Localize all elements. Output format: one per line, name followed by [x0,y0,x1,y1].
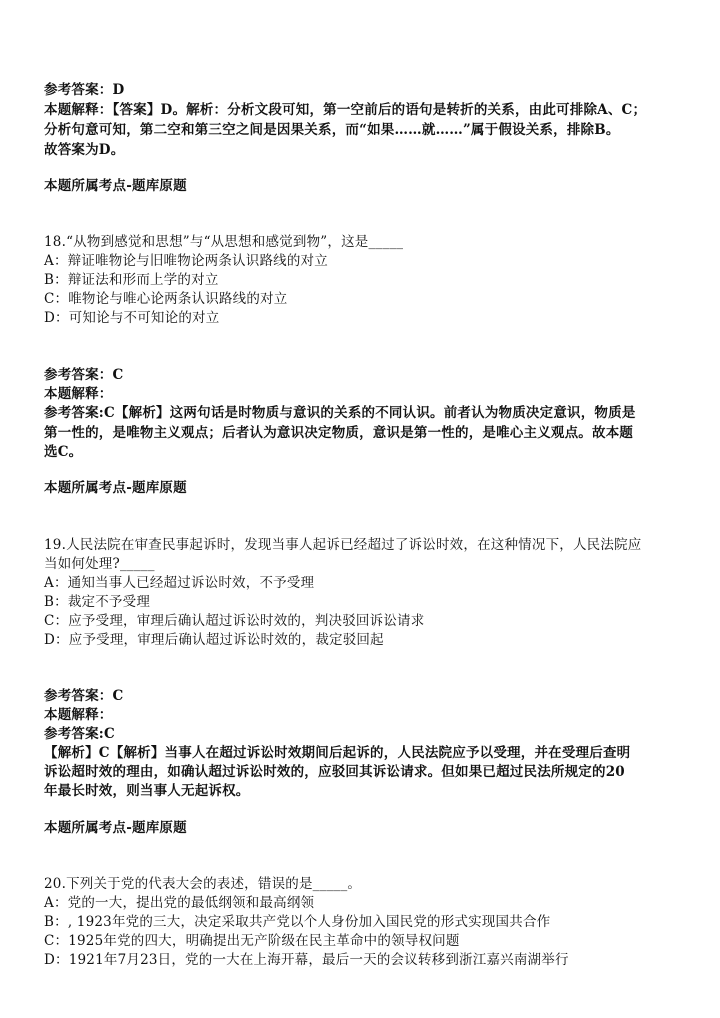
q19-explain-line-2: 诉讼超时效的理由，如确认超过诉讼时效的，应驳回其诉讼请求。但如果已超过民法所规定的20 [44,764,625,780]
q19-answer-ref: 参考答案:C [44,726,115,742]
q18-explain-label: 本题解释： [44,386,113,402]
q20-option-d: D：1921年7月23日，党的一大在上海开幕，最后一天的会议转移到浙江嘉兴南湖举行 [44,952,569,968]
q18-source: 本题所属考点-题库原题 [44,480,187,496]
q20-option-b: B：, 1923年党的三大，决定采取共产党以个人身份加入国民党的形式实现国共合作 [44,914,551,930]
q18-option-a: A：辩证唯物论与旧唯物论两条认识路线的对立 [44,253,328,269]
q17-explain-line-1: 本题解释：【答案】D。解析：分析文段可知，第一空前后的语句是转折的关系，由此可排除A、C； [44,102,647,118]
q19-option-d: D：应予受理，审理后确认超过诉讼时效的，裁定驳回起 [44,632,384,648]
q19-answer: 参考答案：C [44,688,124,704]
q17-explain-line-3: 故答案为D。 [44,142,125,158]
q20-option-a: A：党的一大，提出党的最低纲领和最高纲领 [44,895,315,911]
q18-answer: 参考答案：C [44,367,124,383]
q20-option-c: C：1925年党的四大，明确提出无产阶级在民主革命中的领导权问题 [44,933,460,949]
q18-option-d: D：可知论与不可知论的对立 [44,310,220,326]
q17-explain-line-2: 分析句意可知，第二空和第三空之间是因果关系，而“如果……就……”属于假设关系，排除B。 [44,122,620,138]
q17-answer: 参考答案：D [44,82,125,98]
q19-explain-line-3: 年最长时效，则当事人无起诉权。 [44,783,250,799]
q19-option-c: C：应予受理，审理后确认超过诉讼时效的，判决驳回诉讼请求 [44,613,425,629]
q19-source: 本题所属考点-题库原题 [44,820,187,836]
q18-explain-line-3: 选C。 [44,444,83,460]
q19-stem-line-2: 当如何处理?_____ [44,556,155,572]
q18-stem: 18.“从物到感觉和思想”与“从思想和感觉到物”，这是_____ [44,234,404,250]
q18-option-b: B：辩证法和形而上学的对立 [44,272,219,288]
q18-option-c: C：唯物论与唯心论两条认识路线的对立 [44,291,288,307]
q19-explain-label: 本题解释： [44,707,113,723]
q17-source: 本题所属考点-题库原题 [44,178,187,194]
q20-stem: 20.下列关于党的代表大会的表述，错误的是_____。 [44,876,362,892]
q19-explain-line-1: 【解析】C【解析】当事人在超过诉讼时效期间后起诉的，人民法院应予以受理，并在受理后查明 [44,745,631,761]
q18-explain-line-1: 参考答案:C【解析】这两句话是时物质与意识的关系的不同认识。前者认为物质决定意识，物质是 [44,405,636,421]
q19-stem-line-1: 19.人民法院在审查民事起诉时，发现当事人起诉已经超过了诉讼时效，在这种情况下，人民法院应 [44,537,642,553]
q18-explain-line-2: 第一性的，是唯物主义观点；后者认为意识决定物质，意识是第一性的，是唯心主义观点。故本题 [44,425,634,441]
q19-option-b: B：裁定不予受理 [44,594,151,610]
q19-option-a: A：通知当事人已经超过诉讼时效，不予受理 [44,575,315,591]
